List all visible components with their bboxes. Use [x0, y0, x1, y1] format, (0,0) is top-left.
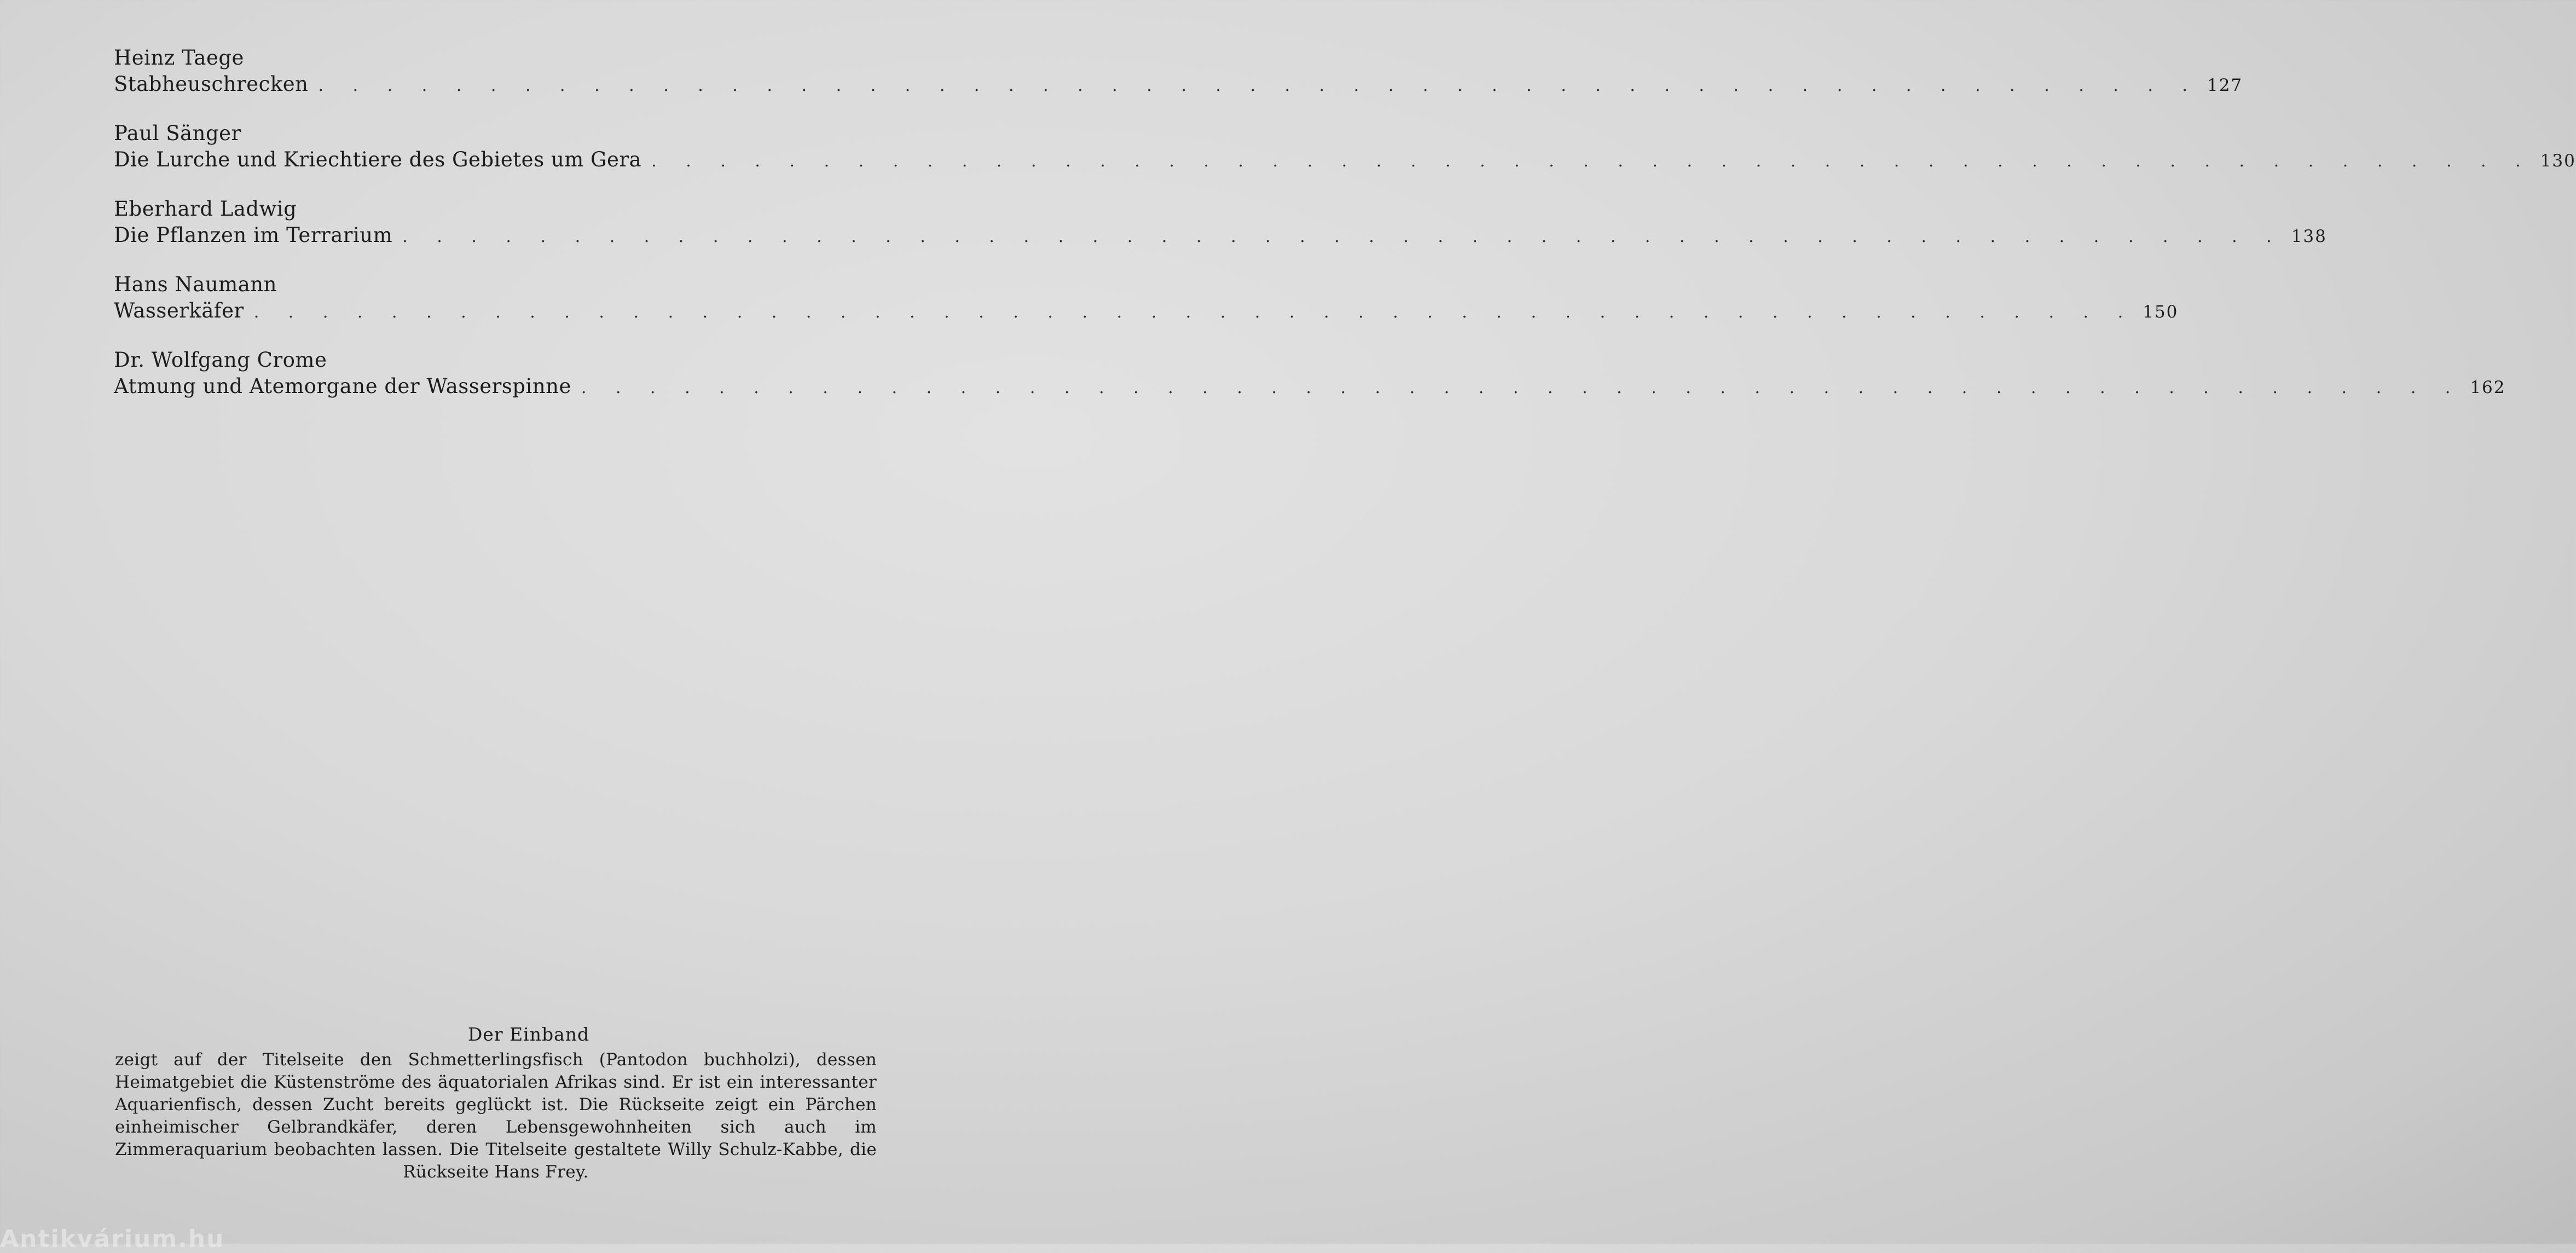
toc-page-number: 162	[2470, 378, 2506, 397]
toc-dot-leader: . . . . . . . . . . . . . . . . . . . . . . . . . . . . . . . . . . . . . . . . . . . . . . . . . . . . . . .	[318, 76, 2199, 95]
toc-dot-leader: . . . . . . . . . . . . . . . . . . . . . . . . . . . . . . . . . . . . . . . . . . . . . . . . . . . . . . .	[651, 152, 2533, 171]
cover-note	[115, 1023, 877, 1183]
toc-entry	[114, 45, 2243, 120]
cover-note-text: zeigt auf der Titelseite den Schmetterlingsfisch (Pantodon buchholzi), dessen Heimatgebiet die Küstenströme des äquatorialen Afrikas sind. Er ist ein interessanter Aquarienfisch, dessen Zucht bereits geglückt ist. Die Rückseite zeigt ein Pärchen einheimischer Gelbrandkäfer, deren Lebensgewohnheiten sich auch im Zimmeraquarium beobachten lassen. Die Titelseite gestaltete Willy Schulz-Kabbe, die Rückseite Hans Frey.	[115, 1050, 877, 1182]
toc-title-line	[114, 71, 2243, 99]
toc-title-line	[114, 222, 2327, 250]
toc-entry	[114, 196, 2327, 272]
toc-title-line	[114, 298, 2179, 326]
toc-author: Hans Naumann	[114, 273, 277, 296]
toc-entry	[114, 272, 2179, 347]
toc-page-number: 150	[2143, 302, 2179, 322]
table-of-contents	[114, 45, 2576, 423]
toc-dot-leader: . . . . . . . . . . . . . . . . . . . . . . . . . . . . . . . . . . . . . . . . . . . . . . . . . . . . . . .	[253, 303, 2135, 322]
cover-note-heading: Der Einband	[467, 1024, 590, 1045]
toc-dot-leader: . . . . . . . . . . . . . . . . . . . . . . . . . . . . . . . . . . . . . . . . . . . . . . . . . . . . . . .	[581, 378, 2463, 397]
toc-author: Paul Sänger	[114, 122, 241, 145]
toc-title: Die Lurche und Kriechtiere des Gebietes um Gera	[114, 148, 642, 171]
toc-title: Atmung und Atemorgane der Wasserspinne	[114, 374, 571, 398]
toc-dot-leader: . . . . . . . . . . . . . . . . . . . . . . . . . . . . . . . . . . . . . . . . . . . . . . . . . . . . . . .	[402, 227, 2284, 246]
toc-page-number: 127	[2207, 76, 2243, 95]
toc-page-number: 130	[2540, 151, 2576, 171]
toc-title-line	[114, 147, 2576, 175]
toc-title: Wasserkäfer	[114, 299, 244, 322]
toc-author: Eberhard Ladwig	[114, 197, 297, 221]
toc-page-number: 138	[2291, 227, 2327, 246]
toc-title: Die Pflanzen im Terrarium	[114, 223, 393, 247]
toc-entry	[114, 120, 2576, 196]
toc-entry	[114, 347, 2506, 423]
toc-title-line	[114, 373, 2506, 401]
toc-title: Stabheuschrecken	[114, 72, 309, 96]
toc-author: Heinz Taege	[114, 46, 244, 70]
watermark: Antikvárium.hu	[0, 1225, 225, 1253]
toc-author: Dr. Wolfgang Crome	[114, 348, 327, 372]
